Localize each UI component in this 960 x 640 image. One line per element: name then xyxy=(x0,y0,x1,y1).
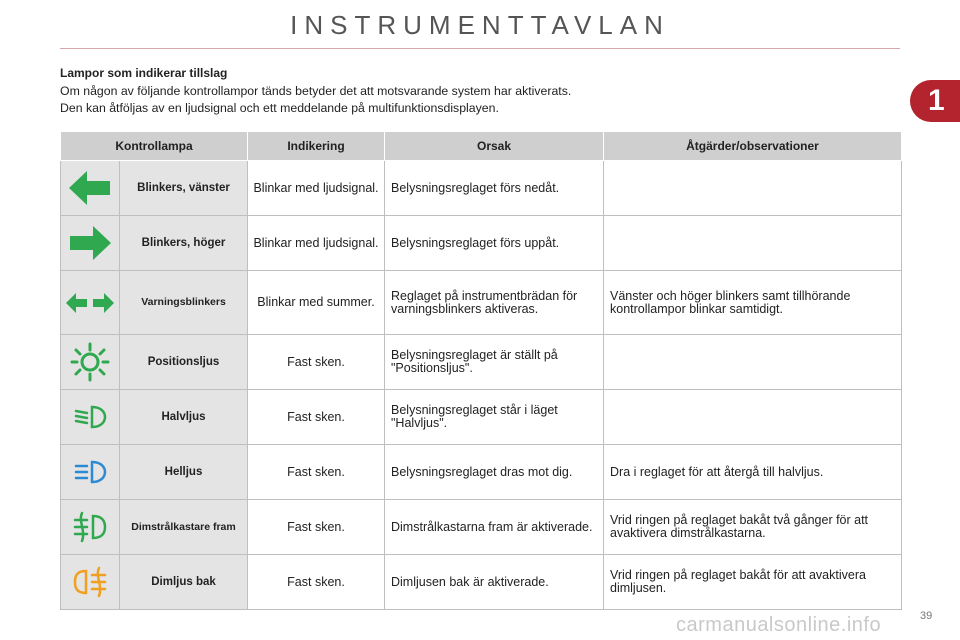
indicator-table xyxy=(60,131,902,610)
page-title: INSTRUMENTTAVLAN xyxy=(290,10,670,40)
action-text: Dra i reglaget för att återgå till halvljus. xyxy=(604,445,902,500)
lamp-name: Helljus xyxy=(120,445,248,500)
cause-text: Reglaget på instrumentbrädan för varningsblinkers aktiveras. xyxy=(385,271,604,335)
section-heading: Lampor som indikerar tillslag xyxy=(60,66,228,80)
intro-line: Den kan åtföljas av en ljudsignal och ett meddelande på multifunktionsdisplayen. xyxy=(60,101,499,115)
position-lights-icon xyxy=(70,342,110,382)
action-text: Vrid ringen på reglaget bakåt två gånger för att avaktivera dimstrålkastarna. xyxy=(604,500,902,555)
indication-text: Fast sken. xyxy=(248,445,385,500)
indication-text: Blinkar med ljudsignal. xyxy=(248,161,385,216)
table-row xyxy=(61,555,902,610)
indication-text: Fast sken. xyxy=(248,390,385,445)
intro-line: Om någon av följande kontrollampor tänds betyder det att motsvarande system har aktiverats. xyxy=(60,84,572,98)
table-row xyxy=(61,335,902,390)
action-text xyxy=(604,335,902,390)
right-arrow-icon xyxy=(67,224,113,262)
indication-text: Fast sken. xyxy=(248,500,385,555)
action-text: Vänster och höger blinkers samt tillhörande kontrollampor blinkar samtidigt. xyxy=(604,271,902,335)
chapter-tab: 1 xyxy=(910,80,960,122)
action-text: Vrid ringen på reglaget bakåt för att avaktivera dimljusen. xyxy=(604,555,902,610)
action-text xyxy=(604,390,902,445)
page-number: 39 xyxy=(920,610,933,622)
table-row xyxy=(61,161,902,216)
lamp-name: Positionsljus xyxy=(120,335,248,390)
indication-text: Blinkar med ljudsignal. xyxy=(248,216,385,271)
watermark: carmanualsonline.info xyxy=(676,614,882,636)
cause-text: Belysningsreglaget står i läget "Halvljus". xyxy=(385,390,604,445)
dipped-beam-icon xyxy=(72,403,108,431)
indication-text: Blinkar med summer. xyxy=(248,271,385,335)
header-indikering: Indikering xyxy=(248,132,385,161)
title-divider xyxy=(60,48,900,49)
header-kontrollampa: Kontrollampa xyxy=(61,132,248,161)
lamp-name: Blinkers, höger xyxy=(120,216,248,271)
intro-text xyxy=(60,83,571,117)
rear-fog-icon xyxy=(72,566,108,598)
main-beam-icon xyxy=(72,458,108,486)
lamp-name: Dimljus bak xyxy=(120,555,248,610)
indication-text: Fast sken. xyxy=(248,555,385,610)
cause-text: Belysningsreglaget dras mot dig. xyxy=(385,445,604,500)
header-orsak: Orsak xyxy=(385,132,604,161)
header-atgarder: Åtgärder/observationer xyxy=(604,132,902,161)
table-row xyxy=(61,216,902,271)
table-row xyxy=(61,390,902,445)
table-row xyxy=(61,271,902,335)
lamp-name: Varningsblinkers xyxy=(120,271,248,335)
cause-text: Dimstrålkastarna fram är aktiverade. xyxy=(385,500,604,555)
indication-text: Fast sken. xyxy=(248,335,385,390)
lamp-name: Blinkers, vänster xyxy=(120,161,248,216)
left-arrow-icon xyxy=(67,169,113,207)
cause-text: Dimljusen bak är aktiverade. xyxy=(385,555,604,610)
table-row xyxy=(61,445,902,500)
lamp-name: Halvljus xyxy=(120,390,248,445)
action-text xyxy=(604,216,902,271)
table-header-row xyxy=(61,132,902,161)
cause-text: Belysningsreglaget är ställt på "Positionsljus". xyxy=(385,335,604,390)
table-row xyxy=(61,500,902,555)
front-fog-icon xyxy=(72,511,108,543)
lamp-name: Dimstrålkastare fram xyxy=(120,500,248,555)
cause-text: Belysningsreglaget förs uppåt. xyxy=(385,216,604,271)
cause-text: Belysningsreglaget förs nedåt. xyxy=(385,161,604,216)
hazard-arrows-icon xyxy=(65,291,115,315)
action-text xyxy=(604,161,902,216)
